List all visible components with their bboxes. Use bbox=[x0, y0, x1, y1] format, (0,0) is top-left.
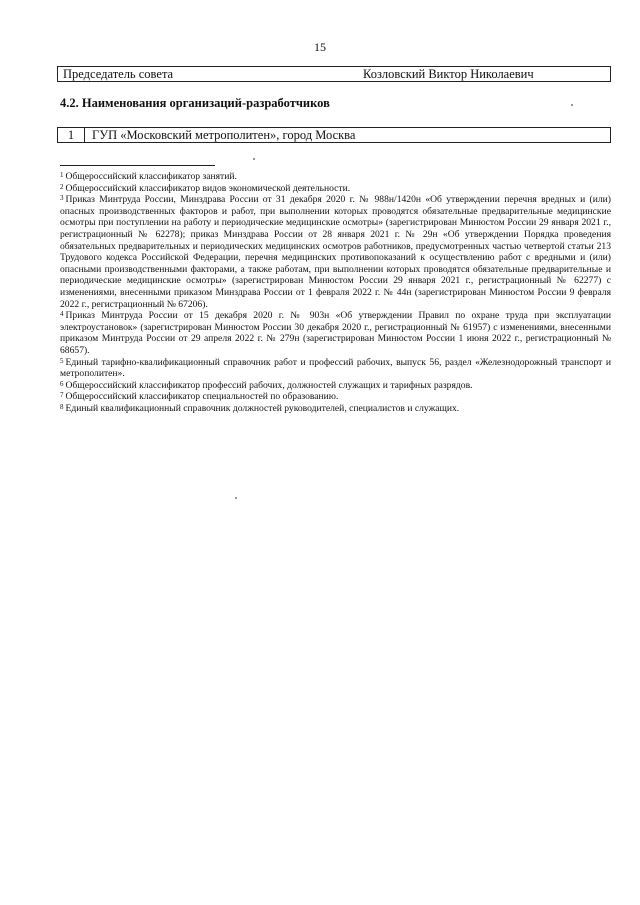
footnote bbox=[60, 194, 611, 310]
page-number: 15 bbox=[314, 40, 326, 54]
footnote bbox=[60, 391, 611, 403]
footnote bbox=[60, 171, 611, 183]
footnote-mark: 3 bbox=[60, 194, 64, 203]
section-title: 4.2. Наименования организаций-разработчиков bbox=[60, 96, 330, 110]
chairman-name: Козловский Виктор Николаевич bbox=[363, 67, 534, 81]
scan-speck bbox=[235, 497, 237, 499]
footnotes bbox=[60, 171, 611, 414]
scan-speck bbox=[253, 158, 255, 160]
footnote-mark: 6 bbox=[60, 379, 64, 388]
chairman-row bbox=[57, 66, 611, 82]
footnote-text: Приказ Минтруда России, Минздрава России от 31 декабря 2020 г. № 988н/1420н «Об утверждении перечня вредных и (или) опасных производственных факторов и работ, при выполнении которых проводятся обязательные предварительные медицинские осмотры при поступлении на работу и периодические медицинские осмотры» (зарегистрирован Минюстом России 29 января 2021 г., регистрационный № 62278); приказ Минздрава России от 28 января 2021 г. № 29н «Об утверждении Порядка проведения обязательных предварительных и периодических медицинских осмотров работников, предусмотренных частью четвертой статьи 213 Трудового кодекса Российской Федерации, перечня медицинских противопоказаний к осуществлению работ с вредными и (или) опасными производственными факторами, а также работам, при выполнении которых проводятся обязательные предварительные и периодические медицинские осмотры» (зарегистрирован Минюстом России 29 января 2021 г., регистрационный № 62277) с изменениями, внесенными приказом Минздрава России от 1 февраля 2022 г. № 44н (зарегистрирован Минюстом России 9 февраля 2022 г., регистрационный № 67206). bbox=[60, 194, 611, 310]
organization-name: ГУП «Московский метрополитен», город Москва bbox=[92, 128, 356, 142]
footnote-mark: 2 bbox=[60, 182, 64, 191]
footnote-text: Общероссийский классификатор занятий. bbox=[65, 171, 237, 182]
footnote-text: Единый тарифно-квалификационный справочник работ и профессий рабочих, выпуск 56, раздел «Железнодорожный транспорт и метрополитен». bbox=[60, 356, 611, 380]
footnote-mark: 7 bbox=[60, 391, 64, 400]
footnote bbox=[60, 310, 611, 356]
footnote-text: Приказ Минтруда России от 15 декабря 2020 г. № 903н «Об утверждении Правил по охране труда при эксплуатации электроустановок» (зарегистрирован Минюстом России 30 декабря 2020 г., регистрационный № 61957) с изменениями, внесенными приказом Минтруда России от 29 апреля 2022 г. № 279н (зарегистрирован Минюстом России 1 июня 2022 г., регистрационный № 68657). bbox=[60, 310, 611, 356]
organization-row bbox=[57, 127, 611, 143]
footnote-text: Общероссийский классификатор видов экономической деятельности. bbox=[65, 182, 351, 194]
footnote-separator bbox=[60, 165, 215, 166]
chairman-role: Председатель совета bbox=[63, 67, 174, 81]
scan-speck bbox=[571, 104, 573, 106]
footnote-text: Единый квалификационный справочник должностей руководителей, специалистов и служащих. bbox=[65, 402, 460, 414]
footnote-mark: 5 bbox=[60, 356, 64, 365]
footnote-text: Общероссийский классификатор специальностей по образованию. bbox=[65, 391, 339, 403]
footnote bbox=[60, 380, 611, 392]
footnote-text: Общероссийский классификатор профессий рабочих, должностей служащих и тарифных разрядов. bbox=[65, 379, 473, 391]
footnote-mark: 4 bbox=[60, 310, 64, 319]
organization-number: 1 bbox=[58, 128, 85, 142]
footnote bbox=[60, 357, 611, 380]
footnote-mark: 1 bbox=[60, 171, 64, 179]
footnote-mark: 8 bbox=[60, 402, 64, 411]
footnote bbox=[60, 403, 611, 415]
footnote bbox=[60, 183, 611, 195]
